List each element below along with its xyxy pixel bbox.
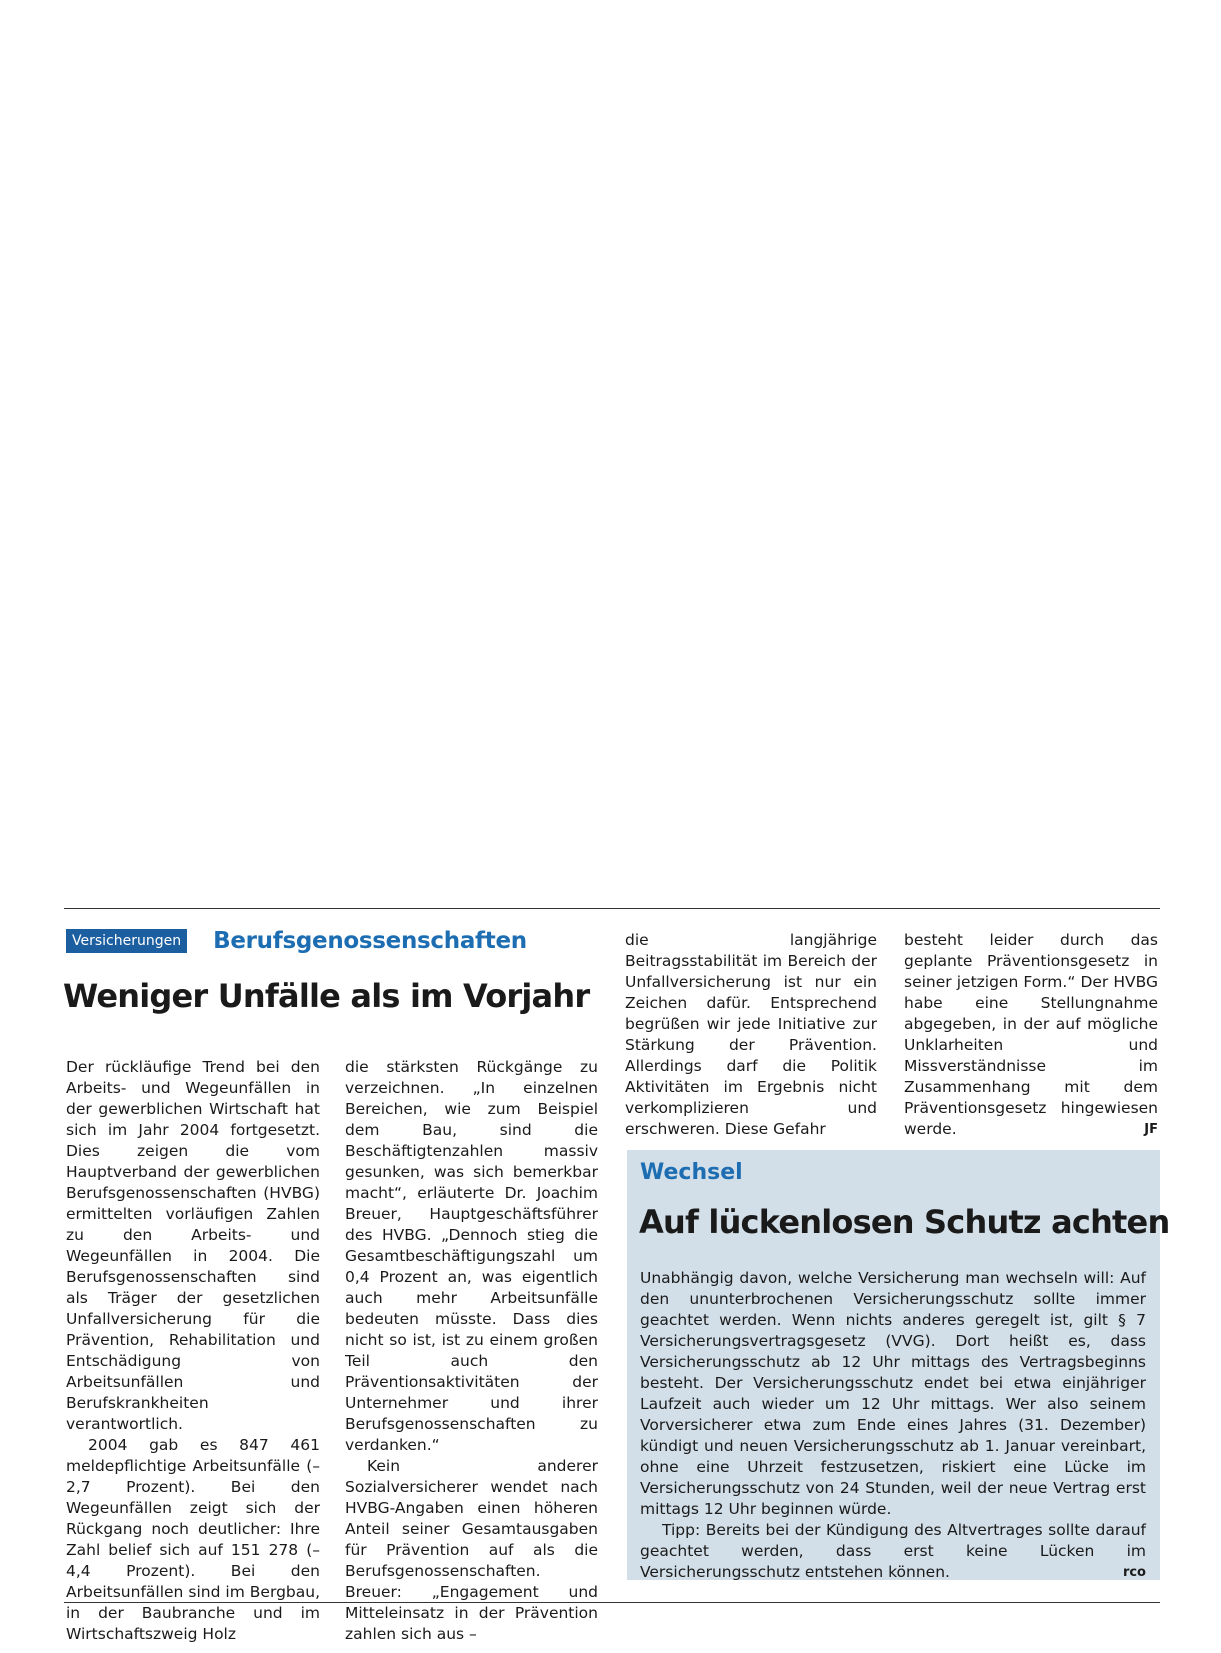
paragraph: besteht leider durch das geplante Präventionsgesetz in seiner jetzigen Form.“ Der HVBG habe eine Stellungnahme abgegeben, in der auf mögliche Unklarheiten und Missverständnisse im Zusammenhang mit dem Präventionsgesetz hingewiesen werde. <box>904 931 1158 1138</box>
paragraph: Tipp: Bereits bei der Kündigung des Altvertrages sollte darauf geachtet werden, dass erst keine Lücken im Versicherungsschutz entstehen können. <box>640 1521 1146 1581</box>
bottom-rule <box>64 1602 1160 1603</box>
box-headline: Auf lückenlosen Schutz achten <box>639 1203 1170 1241</box>
article-kicker-row <box>66 928 527 954</box>
top-rule <box>64 908 1160 909</box>
box-kicker: Wechsel <box>640 1160 743 1185</box>
box-signature: rco <box>1122 1565 1146 1580</box>
article-kicker: Berufsgenossenschaften <box>213 928 527 954</box>
paragraph: die langjährige Beitragsstabilität im Bereich der Unfallversicherung ist nur ein Zeichen dafür. Entsprechend begrüßen wir jede Initiative zur Stärkung der Prävention. Allerdings darf die Politik Aktivitäten im Ergebnis nicht verkomplizieren und erschweren. Diese Gefahr <box>625 931 877 1138</box>
box-text <box>640 1268 1146 1583</box>
info-box <box>627 1150 1170 1581</box>
author-signature: JF <box>1144 1122 1158 1137</box>
article-column-1 <box>66 1057 320 1645</box>
section-badge: Versicherungen <box>66 929 187 953</box>
paragraph: Unabhängig davon, welche Versicherung man wechseln will: Auf den ununterbrochenen Versicherungsschutz sollte immer geachtet werden. Wenn nichts anderes geregelt ist, gilt § 7 Versicherungsvertragsgesetz (VVG). Dort heißt es, dass Versicherungsschutz ab 12 Uhr mittags des Vertragsbeginns besteht. Der Versicherungsschutz endet bei etwa einjähriger Laufzeit auch wieder um 12 Uhr mittags. Wer also seinem Vorversicherer etwa zum Ende eines Jahres (31. Dezember) kündigt und neuen Versicherungsschutz ab 1. Januar vereinbart, ohne eine Uhrzeit festzusetzen, riskiert eine Lücke im Versicherungsschutz von 24 Stunden, weil der neue Vertrag erst mittags 12 Uhr beginnen würde. <box>640 1269 1146 1518</box>
paragraph: Der rückläufige Trend bei den Arbeits- und Wegeunfällen in der gewerblichen Wirtschaft hat sich im Jahr 2004 fortgesetzt. Dies zeigen die vom Hauptverband der gewerblichen Berufsgenossenschaften (HVBG) ermittelten vorläufigen Zahlen zu den Arbeits- und Wegeunfällen in 2004. Die Berufsgenossenschaften sind als Träger der gesetzlichen Unfallversicherung für die Prävention, Rehabilitation und Entschädigung von Arbeitsunfällen und Berufskrankheiten verantwortlich. <box>66 1058 320 1433</box>
article-column-3 <box>625 930 877 1140</box>
article-column-4 <box>904 930 1158 1140</box>
article-headline: Weniger Unfälle als im Vorjahr <box>63 977 590 1015</box>
paragraph: Kein anderer Sozialversicherer wendet nach HVBG-Angaben einen höheren Anteil seiner Gesamtausgaben für Prävention auf als die Berufsgenossenschaften. Breuer: „Engagement und Mitteleinsatz in der Prävention zahlen sich aus – <box>345 1457 598 1643</box>
article-column-2 <box>345 1057 598 1645</box>
paragraph: 2004 gab es 847 461 meldepflichtige Arbeitsunfälle (–2,7 Prozent). Bei den Wegeunfällen zeigt sich der Rückgang noch deutlicher: Ihre Zahl belief sich auf 151 278 (–4,4 Prozent). Bei den Arbeitsunfällen sind im Bergbau, in der Baubranche und im Wirtschaftszweig Holz <box>66 1436 320 1643</box>
paragraph: die stärksten Rückgänge zu verzeichnen. „In einzelnen Bereichen, wie zum Beispiel dem Bau, sind die Beschäftigtenzahlen massiv gesunken, was sich bemerkbar macht“, erläuterte Dr. Joachim Breuer, Hauptgeschäftsführer des HVBG. „Dennoch stieg die Gesamtbeschäftigungszahl um 0,4 Prozent an, was eigentlich auch mehr Arbeitsunfälle bedeuten müsste. Dass dies nicht so ist, ist zu einem großen Teil auch den Präventionsaktivitäten der Unternehmer und ihrer Berufsgenossenschaften zu verdanken.“ <box>345 1058 598 1454</box>
